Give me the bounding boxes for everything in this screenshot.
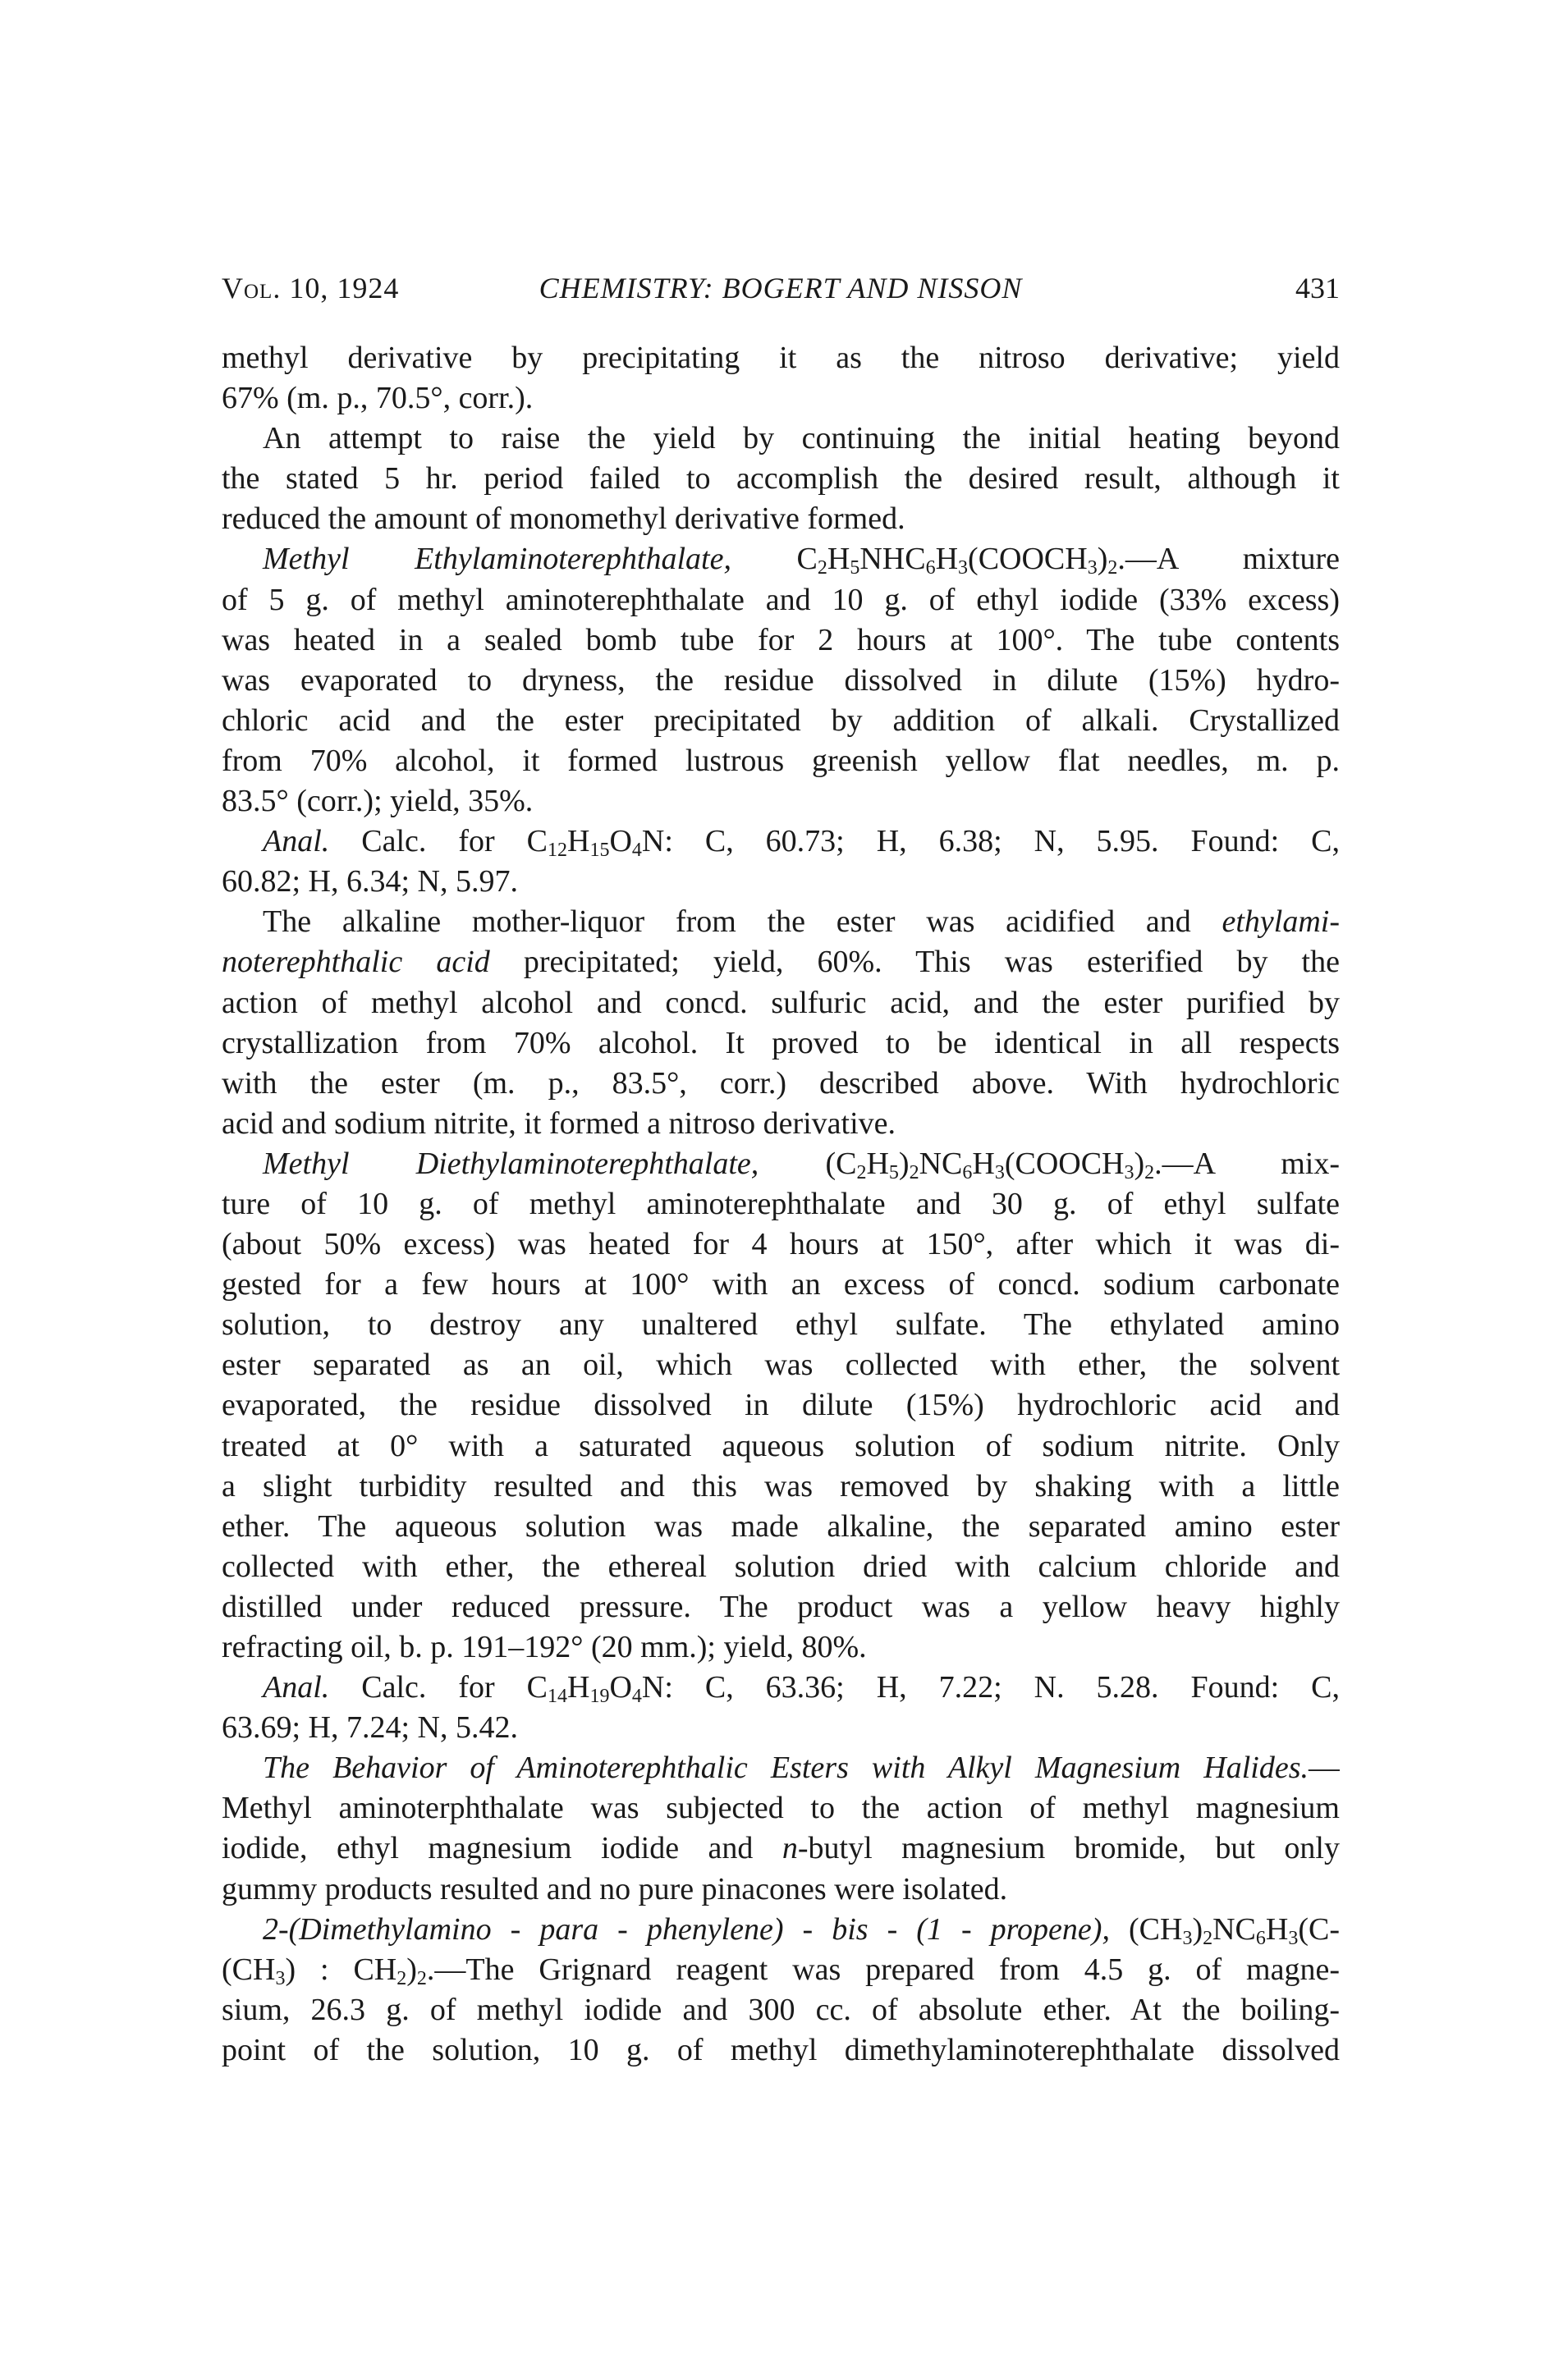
text-line: iodide, ethyl magnesium iodide and n-butyl magnesium bromide, but only [222,1831,1340,1866]
text-line: 63.69; H, 7.24; N, 5.42. [222,1710,518,1746]
text-line: chloric acid and the ester precipitated by addition of alkali. Crystallized [222,703,1340,738]
text-line: action of methyl alcohol and concd. sulfuric acid, and the ester purified by [222,985,1340,1020]
text-line: gummy products resulted and no pure pinacones were isolated. [222,1871,1008,1906]
text-line: was evaporated to dryness, the residue dissolved in dilute (15%) hydro- [222,662,1340,698]
text-line: (about 50% excess) was heated for 4 hours at 150°, after which it was di- [222,1227,1340,1262]
text-line: collected with ether, the ethereal solution dried with calcium chloride and [222,1549,1340,1584]
text-line: solution, to destroy any unaltered ethyl sulfate. The ethylated amino [222,1307,1340,1343]
text-line: reduced the amount of monomethyl derivative formed. [222,501,905,537]
text-line: treated at 0° with a saturated aqueous solution of sodium nitrite. Only [222,1428,1340,1463]
text-line: sium, 26.3 g. of methyl iodide and 300 cc. of absolute ether. At the boiling- [222,1992,1340,2027]
text-line: evaporated, the residue dissolved in dilute (15%) hydrochloric acid and [222,1388,1340,1423]
text-line: refracting oil, b. p. 191–192° (20 mm.); yield, 80%. [222,1630,867,1664]
text-line: with the ester (m. p., 83.5°, corr.) described above. With hydrochloric [222,1065,1340,1101]
text-line: 83.5° (corr.); yield, 35%. [222,784,534,819]
text-line: Methyl aminoterphthalate was subjected to the action of methyl magnesium [222,1791,1340,1826]
analysis-line: Anal. Calc. for $C_{12}H_{15}O_4N$: C, 60.73; H, 6.38; N, 5.95. Found: C, [263,824,1340,862]
text-line: The alkaline mother-liquor from the ester was acidified and ethylami- [263,904,1340,940]
text-line: the stated 5 hr. period failed to accomplish the desired result, although it [222,461,1340,497]
text-line: methyl derivative by precipitating it as the nitroso derivative; yield [222,341,1340,375]
compound-name: Methyl Ethylaminoterephthalate, [263,542,731,577]
text-line: noterephthalic acid precipitated; yield, 60%. This was esterified by the [222,945,1340,980]
text-line: ester separated as an oil, which was collected with ether, the solvent [222,1348,1340,1383]
text-line: 60.82; H, 6.34; N, 5.97. [222,864,518,899]
text-line: An attempt to raise the yield by continuing the initial heating beyond [263,421,1340,456]
text-line: gested for a few hours at 100° with an excess of concd. sodium carbonate [222,1267,1340,1302]
text-line: from 70% alcohol, it formed lustrous greenish yellow flat needles, m. p. [222,743,1340,778]
text-line: ether. The aqueous solution was made alkaline, the separated amino ester [222,1508,1340,1544]
volume-info: Vol. 10, 1924 [222,272,400,304]
compound-name: 2-(Dimethylamino - para - phenylene) - bis - (1 - propene), [263,1911,1110,1947]
section-heading-line: The Behavior of Aminoterephthalic Esters with Alkyl Magnesium Halides.— [263,1751,1340,1786]
text-line: of 5 g. of methyl aminoterephthalate and 10 g. of ethyl iodide (33% excess) [222,582,1340,617]
text-line: ture of 10 g. of methyl aminoterephthalate and 30 g. of ethyl sulfate [222,1186,1340,1221]
text-line: point of the solution, 10 g. of methyl dimethylaminoterephthalate dissolved [222,2032,1340,2067]
compound-heading-line: Methyl Ethylaminoterephthalate, $C_2H_5NHC_6H_3(COOCH_3)_2.—A$ mixture [263,542,1340,579]
text-line: was heated in a sealed bomb tube for 2 hours at 100°. The tube contents [222,622,1340,657]
text-line: crystallization from 70% alcohol. It proved to be identical in all respects [222,1025,1340,1060]
compound-heading-line: 2-(Dimethylamino - para - phenylene) - bis - (1 - propene), $(CH_3)_2NC_6H_3(C-$ [263,1911,1340,1949]
running-title: CHEMISTRY: BOGERT AND NISSON [539,272,1023,304]
page-number: 431 [1295,272,1340,304]
text-line: $(CH_3)$ : $CH_2)_2.—The$ Grignard reagent was prepared from 4.5 g. of magne- [222,1952,1340,1989]
text-line: distilled under reduced pressure. The product was a yellow heavy highly [222,1589,1340,1624]
analysis-line: Anal. Calc. for $C_{14}H_{19}O_4N$: C, 63.36; H, 7.22; N. 5.28. Found: C, [263,1670,1340,1708]
compound-name: Methyl Diethylaminoterephthalate, [263,1146,759,1181]
text-line: a slight turbidity resulted and this was removed by shaking with a little [222,1468,1340,1504]
body-text [222,338,1340,2071]
text-line: acid and sodium nitrite, it formed a nitroso derivative. [222,1105,896,1141]
text-line: 67% (m. p., 70.5°, corr.). [222,381,534,416]
compound-heading-line: Methyl Diethylaminoterephthalate, $(C_2H_5)_2NC_6H_3(COOCH_3)_2.—A$ mix- [263,1146,1340,1183]
running-head [222,271,1340,312]
